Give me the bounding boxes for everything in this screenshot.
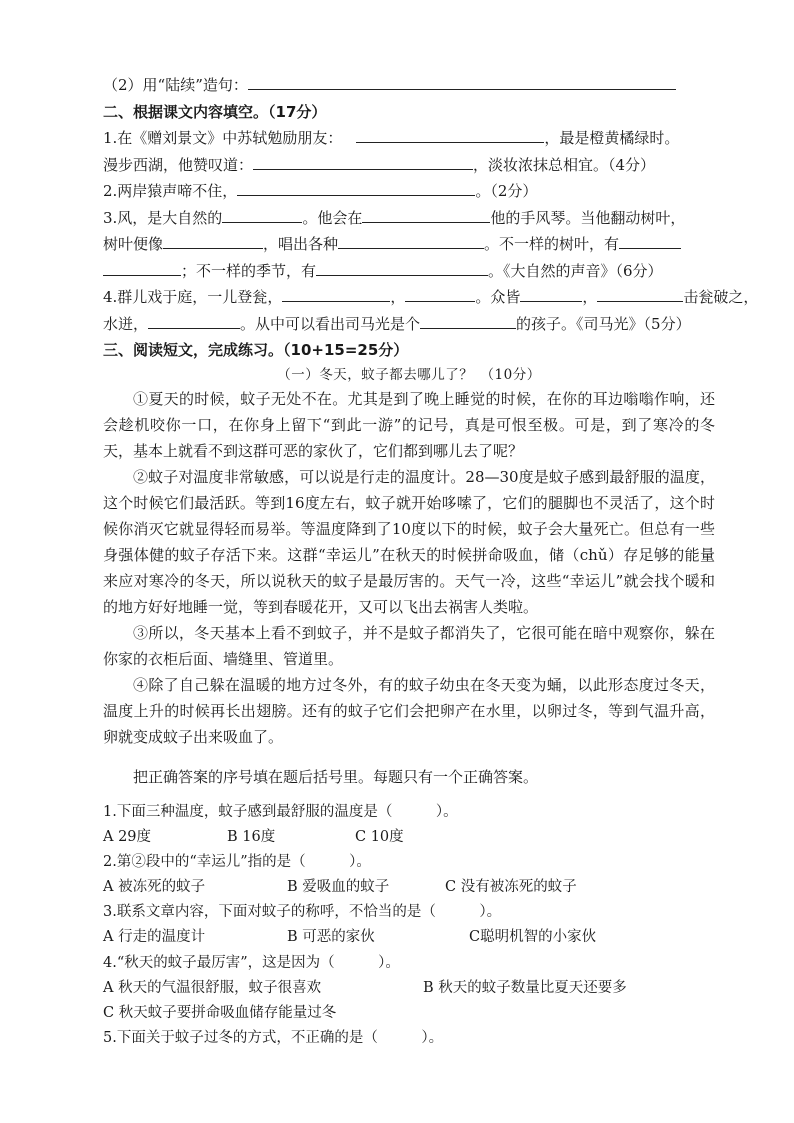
sentence-making-question	[103, 72, 715, 99]
fill-q3-text-h: 。《大自然的声音》（6分）	[488, 261, 663, 280]
fill-q3-line3	[103, 258, 715, 285]
worksheet-page	[103, 72, 759, 1051]
answer-blank[interactable]	[362, 205, 490, 223]
option-c[interactable]: C 秋天蚊子要拼命吸血储存能量过冬	[103, 1005, 337, 1021]
fill-q3-text-a: 3.风，是大自然的	[103, 208, 223, 227]
answer-blank[interactable]	[356, 125, 544, 143]
fill-q2-text-b: 。（2分）	[475, 182, 538, 200]
option-c[interactable]: C聪明机智的小家伙	[469, 929, 597, 946]
option-a[interactable]: A 29度	[103, 828, 152, 845]
answer-blank[interactable]	[148, 311, 240, 329]
fill-q4-text-c: 。众皆	[475, 288, 521, 306]
option-b[interactable]: B 可恶的家伙	[287, 929, 375, 946]
fill-q1-text-a: 1.在《赠刘景文》中苏轼勉励朋友：	[103, 129, 343, 147]
sentence-making-label: （2）用“陆续”造句：	[103, 76, 248, 94]
question-1: 1.下面三种温度，蚊子感到最舒服的温度是（ ）。	[103, 803, 458, 820]
question-4: 4.“秋天的蚊子最厉害”，这是因为（ ）。	[103, 954, 400, 971]
multiple-choice-questions	[103, 800, 715, 1052]
passage-title: （一）冬天，蚊子都去哪儿了？ （10分）	[277, 366, 541, 383]
fill-q3-text-b: 。他会在	[302, 208, 363, 227]
fill-q1-line2	[103, 152, 715, 179]
answer-blank[interactable]	[237, 178, 475, 196]
answer-blank[interactable]	[619, 231, 681, 249]
answer-blank[interactable]	[222, 205, 302, 223]
fill-q4-text-g: 。从中可以看出司马光是个	[240, 314, 421, 333]
fill-q3-text-e: ，唱出各种	[263, 235, 339, 253]
question-2: 2.第②段中的“幸运儿”指的是（ ）。	[103, 853, 371, 870]
fill-q1-text-c: 漫步西湖，他赞叹道：	[103, 155, 254, 174]
option-b[interactable]: B 16度	[227, 828, 276, 845]
option-a[interactable]: A 行走的温度计	[103, 929, 206, 946]
passage-paragraph-1: ①夏天的时候，蚊子无处不在。尤其是到了晚上睡觉的时候，在你的耳边嗡嗡作响，还会趁机咬你一口，在你身上留下“到此一游”的记号，真是可恨至极。可是，到了寒冷的冬天，基本上就看不到这群可恶的家伙了，它们都到哪儿去了呢？	[103, 389, 715, 460]
option-a[interactable]: A 被冻死的蚊子	[103, 879, 206, 896]
question-2-options	[103, 875, 715, 900]
fill-q1-text-b: ，最是橙黄橘绿时。	[544, 129, 680, 147]
fill-q3-text-c: 他的手风琴。当他翻动树叶，	[490, 208, 686, 227]
option-b[interactable]: B 秋天的蚊子数量比夏天还要多	[423, 979, 627, 996]
option-c[interactable]: C 没有被冻死的蚊子	[445, 879, 577, 896]
passage-paragraph-4: ④除了自己躲在温暖的地方过冬外，有的蚊子幼虫在冬天变为蛹，以此形态度过冬天，温度上升的时候再长出翅膀。还有的蚊子它们会把卵产在水里，以卵过冬，等到气温升高，卵就变成蚊子出来吸血了。	[103, 675, 715, 746]
passage-paragraph-2: ②蚊子对温度非常敏感，可以说是行走的温度计。28—30度是蚊子感到最舒服的温度，这个时候它们最活跃。等到16度左右，蚊子就开始哆嗦了，它们的腿脚也不灵活了，这个时候你消灭它就显得轻而易举。等温度降到了10度以下的时候，蚊子会大量死亡。但总有一些身强体健的蚊子存活下来。这群“幸运儿”在秋天的时候拼命吸血，储（chǔ）存足够的能量来应对寒冷的冬天，所以说秋天的蚊子是最厉害的。天气一冷，这些“幸运儿”就会找个暖和的地方好好地睡一觉，等到春暖花开，又可以飞出去祸害人类啦。	[103, 467, 715, 616]
fill-q4-text-f: 水迸，	[103, 314, 149, 333]
fill-q4-text-h: 的孩子。《司马光》（5分）	[516, 314, 691, 333]
answer-blank[interactable]	[163, 231, 263, 249]
fill-q4-text-b: ，	[390, 288, 406, 306]
answer-blank[interactable]	[248, 72, 676, 90]
fill-q3-text-d: 树叶便像	[103, 235, 164, 253]
fill-q1-text-d: ，淡妆浓抹总相宜。（4分）	[473, 155, 656, 174]
section3-title: 三、阅读短文，完成练习。（10+15=25分）	[103, 341, 409, 359]
reading-passage	[103, 386, 715, 750]
choice-instruction: 把正确答案的序号填在题后括号里。每题只有一个正确答案。	[133, 767, 539, 786]
fill-q1-line1	[103, 125, 715, 152]
option-b[interactable]: B 爱吸血的蚊子	[287, 879, 390, 896]
fill-q4-text-a: 4.群儿戏于庭，一儿登瓮，	[103, 288, 283, 306]
fill-q3-line1	[103, 205, 715, 232]
fill-q4-text-e: 击瓮破之，	[683, 288, 759, 306]
option-c[interactable]: C 10度	[355, 828, 404, 845]
question-5: 5.下面关于蚊子过冬的方式，不正确的是（ ）。	[103, 1030, 444, 1047]
answer-blank[interactable]	[103, 258, 181, 276]
answer-blank[interactable]	[316, 258, 488, 276]
answer-blank[interactable]	[520, 284, 582, 302]
fill-q2-line	[103, 178, 715, 205]
question-3: 3.联系文章内容，下面对蚊子的称呼，不恰当的是（ ）。	[103, 904, 502, 921]
question-4-options	[103, 976, 715, 1001]
question-1-options	[103, 825, 715, 850]
answer-blank[interactable]	[420, 311, 516, 329]
fill-q2-text-a: 2.两岸猿声啼不住，	[103, 182, 238, 200]
fill-q3-line2	[103, 231, 715, 258]
fill-q4-text-d: ，	[582, 288, 598, 306]
passage-paragraph-3: ③所以，冬天基本上看不到蚊子，并不是蚊子都消失了，它很可能在暗中观察你，躲在你家的衣柜后面、墙缝里、管道里。	[103, 623, 715, 668]
answer-blank[interactable]	[338, 231, 484, 249]
question-3-options	[103, 925, 715, 950]
answer-blank[interactable]	[597, 284, 683, 302]
fill-q3-text-g: ；不一样的季节，有	[181, 261, 317, 280]
answer-blank[interactable]	[282, 284, 390, 302]
option-a[interactable]: A 秋天的气温很舒服，蚊子很喜欢	[103, 979, 322, 996]
question-4-option-c-line	[103, 1001, 715, 1026]
fill-q4-line2	[103, 311, 715, 338]
fill-q3-text-f: 。不一样的树叶，有	[484, 235, 620, 253]
fill-q4-line1	[103, 284, 759, 311]
answer-blank[interactable]	[405, 284, 475, 302]
section2-title: 二、根据课文内容填空。（17分）	[103, 102, 327, 121]
answer-blank[interactable]	[253, 152, 473, 170]
